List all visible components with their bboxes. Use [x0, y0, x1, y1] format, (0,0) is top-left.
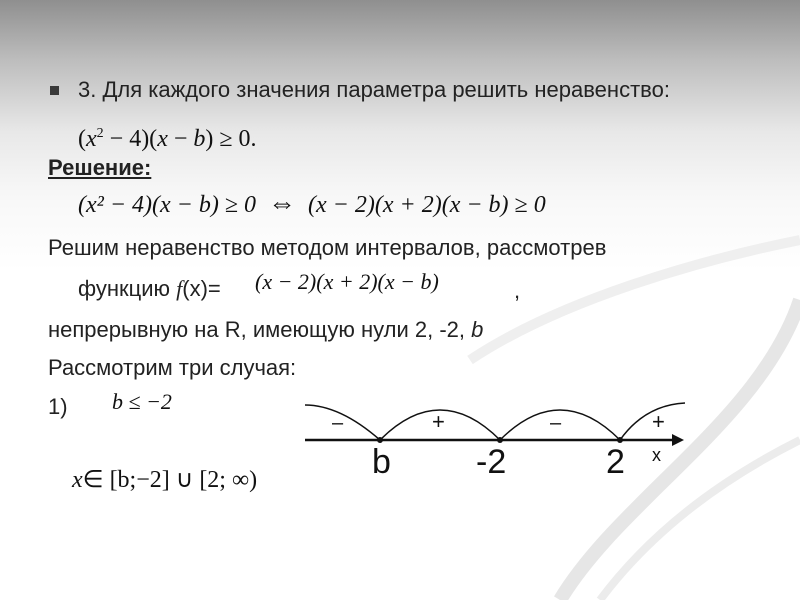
expr-part: − 4)(: [103, 126, 158, 152]
task-line: [78, 77, 670, 103]
expr-part: ) ≥ 0.: [205, 126, 257, 152]
var-x: x: [72, 467, 83, 493]
answer-interval: ∈ [b;−2] ∪ [2; ∞): [82, 467, 258, 493]
expr-part: −: [167, 126, 194, 152]
exponent: 2: [96, 126, 104, 141]
answer: [72, 466, 257, 494]
continuity-text: непрерывную на R, имеющую нули 2, -2,: [48, 317, 466, 342]
sign-plus: +: [652, 409, 665, 434]
sign-minus: –: [332, 412, 344, 434]
function-line: [78, 276, 221, 302]
inequality: [78, 120, 257, 153]
number-line: [300, 395, 690, 485]
equivalence-left: (x² − 4)(x − b) ≥ 0: [78, 192, 257, 218]
var-b: b: [193, 126, 206, 152]
function-prefix: функцию: [78, 276, 171, 301]
zero-label-b: b: [372, 443, 391, 481]
function-expression: (x − 2)(x + 2)(x − b): [255, 269, 439, 294]
function-arg: (x)=: [182, 276, 221, 301]
paren: (: [78, 126, 86, 152]
equivalence-arrow-icon: ⇔: [268, 188, 297, 219]
axis-label: x: [652, 445, 661, 465]
function-suffix: ,: [514, 278, 521, 303]
sign-plus: +: [432, 409, 445, 434]
solution-heading: Решение:: [48, 155, 152, 180]
equivalence-right: (x − 2)(x + 2)(x − b) ≥ 0: [308, 192, 546, 218]
task-text: Для каждого значения параметра решить неравенство:: [102, 77, 670, 102]
case1-condition: b ≤ −2: [112, 389, 172, 414]
sign-minus: –: [550, 412, 562, 434]
continuity-line: [48, 317, 483, 343]
var-x: x: [86, 126, 97, 152]
var-x: x: [157, 126, 168, 152]
zero-label-2: 2: [606, 443, 625, 481]
axis-arrow-icon: [672, 434, 684, 446]
bullet-square-icon: [50, 86, 59, 95]
method-line: Решим неравенство методом интервалов, рассмотрев: [48, 235, 607, 260]
equivalence: [78, 190, 546, 219]
item-number: 3.: [78, 77, 97, 102]
var-b: b: [471, 317, 484, 342]
cases-line: Рассмотрим три случая:: [48, 355, 297, 380]
function-name: f: [176, 276, 183, 301]
case1-label: 1): [48, 394, 68, 419]
zero-label-minus-2: -2: [476, 443, 507, 481]
